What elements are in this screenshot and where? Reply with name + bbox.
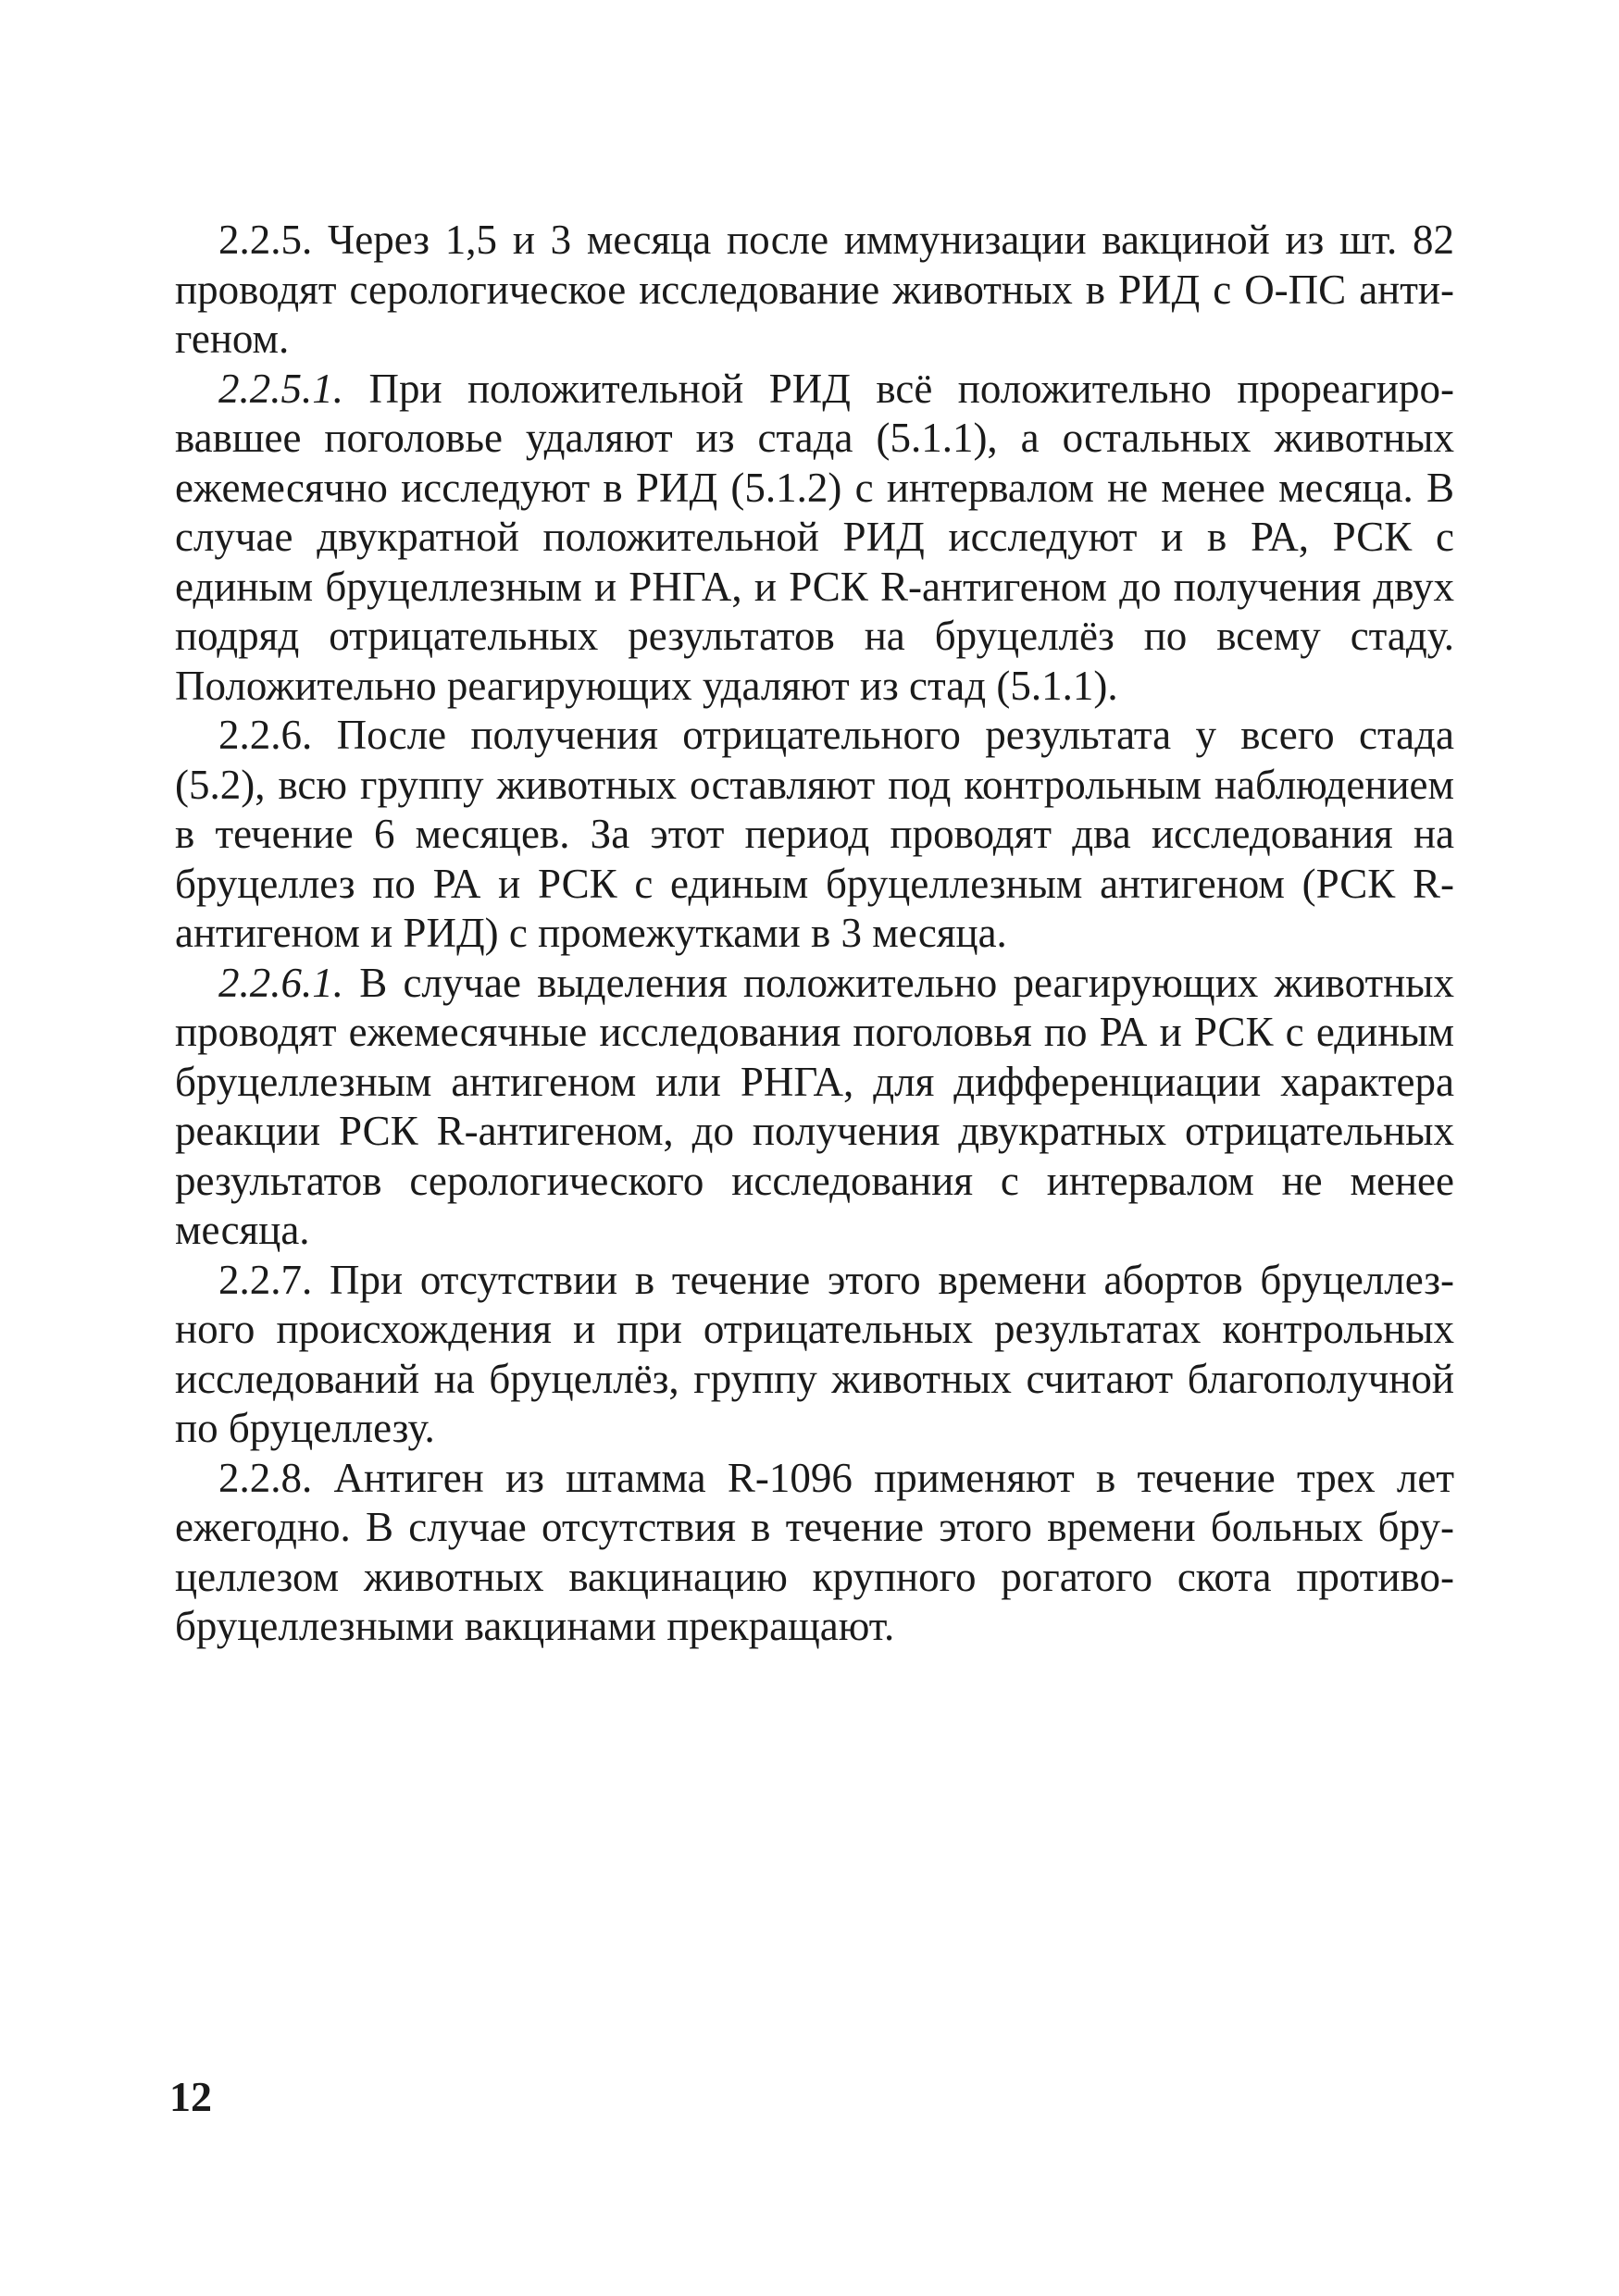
paragraph-text: Антиген из штамма R-1096 применяют в течение трех лет ежегодно. В случае отсутствия в течение этого времени больных бруцеллезом животных вакцинацию крупного рогатого скота противобруцеллезными вакцинами прекращают. — [175, 1454, 1454, 1649]
paragraph-text: После получения отрицательного результата у всего стада (5.2), всю группу животных оставляют под контрольным наблюдением в течение 6 месяцев. За этот период проводят два исследования на бруцеллез по РА и РСК с единым бруцеллезным антигеном (РСК R-антигеном и РИД) с промежутками в 3 месяца. — [175, 712, 1454, 956]
paragraph-number: 2.2.6.1. — [218, 959, 343, 1006]
body-text — [175, 216, 1454, 1652]
paragraph-2-2-8 — [175, 1454, 1454, 1652]
paragraph-2-2-6-1 — [175, 959, 1454, 1256]
paragraph-number: 2.2.5. — [218, 217, 313, 263]
paragraph-number: 2.2.6. — [218, 712, 313, 758]
paragraph-2-2-6 — [175, 711, 1454, 959]
paragraph-number: 2.2.5.1. — [218, 365, 343, 412]
paragraph-text: Через 1,5 и 3 месяца после иммунизации вакциной из шт. 82 проводят серологическое исследование животных в РИД с О-ПС антигеном. — [175, 217, 1454, 362]
paragraph-text: При отсутствии в течение этого времени абортов бруцеллезного происхождения и при отрицательных результатах контрольных исследований на бруцеллёз, группу животных считают благополучной по бруцеллезу. — [175, 1256, 1454, 1451]
paragraph-text: При положительной РИД всё положительно прореагировавшее поголовье удаляют из стада (5.1.1), а остальных животных ежемесячно исследуют в РИД (5.1.2) с интервалом не менее месяца. В случае двукратной положительной РИД исследуют и в РА, РСК с единым бруцеллезным и РНГА, и РСК R-антигеном до получения двух подряд отрицательных результатов на бруцеллёз по всему стаду. Положительно реагирующих удаляют из стад (5.1.1). — [175, 365, 1454, 709]
page-number: 12 — [169, 2073, 212, 2120]
paragraph-2-2-5-1 — [175, 365, 1454, 712]
paragraph-2-2-5 — [175, 216, 1454, 365]
paragraph-number: 2.2.7. — [218, 1256, 313, 1303]
paragraph-text: В случае выделения положительно реагирующих животных проводят ежемесячные исследования поголовья по РА и РСК с единым бруцеллезным антигеном или РНГА, для дифференциации характера реакции РСК R-антигеном, до получения двукратных отрицательных результатов серологического исследования с интервалом не менее месяца. — [175, 959, 1454, 1253]
paragraph-2-2-7 — [175, 1256, 1454, 1454]
paragraph-number: 2.2.8. — [218, 1454, 313, 1501]
